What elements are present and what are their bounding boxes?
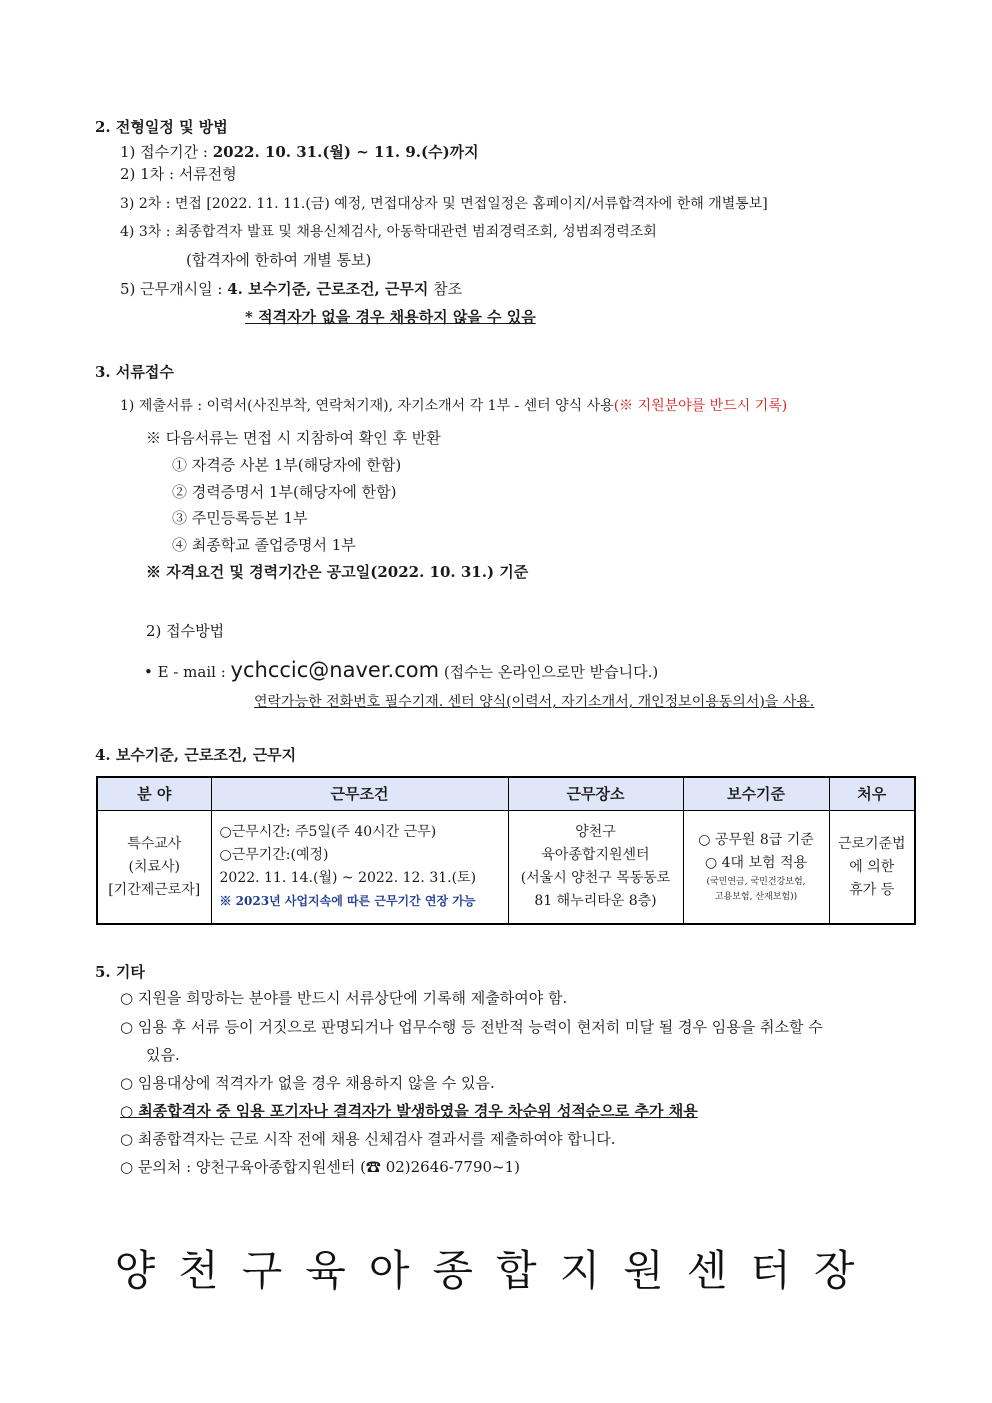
- sched-5-suffix: 참조: [428, 280, 463, 298]
- sched-1-label: 1) 접수기간 :: [120, 143, 213, 161]
- email-label: • E - mail :: [144, 663, 231, 681]
- sched-line-5: [120, 279, 462, 299]
- docs-list: 1) 제출서류 : 이력서(사진부착, 연락처기재), 자기소개서 각 1부 - 센터 양식 사용: [120, 398, 614, 414]
- email-address[interactable]: ychccic@naver.com: [230, 658, 440, 682]
- table-row: [97, 811, 915, 925]
- table-header-row: [97, 777, 915, 811]
- treat-line-1: 근로기준법: [837, 835, 906, 852]
- sched-line-4: 4) 3차 : 최종합격자 발표 및 채용신체검사, 아동학대관련 범죄경력조회, 성범죄경력조회: [120, 224, 657, 240]
- place-line-4: 81 해누리타운 8층): [534, 893, 657, 909]
- etc-line-1: ○ 지원을 희망하는 분야를 반드시 서류상단에 기록해 제출하여야 함.: [120, 989, 568, 1007]
- pay-line-2: ○ 4대 보험 적용: [704, 855, 808, 871]
- sched-1-period: 2022. 10. 31.(월) ~ 11. 9.(수)까지: [212, 143, 479, 161]
- header-field: 분 야: [97, 777, 211, 811]
- section-5-title: 5. 기타: [95, 963, 145, 981]
- cell-field: [97, 811, 211, 925]
- sched-line-1: [120, 142, 479, 162]
- cell-pay: [683, 811, 829, 925]
- cond-extension-note: ※ 2023년 사업지속에 따른 근무기간 연장 가능: [219, 894, 476, 908]
- email-line: [144, 656, 658, 686]
- pay-insurance-2: 고용보험, 산재보험)): [714, 892, 798, 902]
- treat-line-3: 휴가 등: [849, 881, 895, 898]
- field-line-1: 특수교사: [127, 835, 182, 852]
- conditions-table: [96, 776, 916, 925]
- cond-period-label: ○근무기간:(예정): [219, 847, 329, 863]
- contact-notice: 연락가능한 전화번호 필수기재. 센터 양식(이력서, 자기소개서, 개인정보이용동의서)을 사용.: [254, 694, 815, 710]
- place-line-1: 양천구: [575, 824, 616, 840]
- treat-line-2: 에 의한: [849, 858, 895, 875]
- cond-period: 2022. 11. 14.(월) ~ 2022. 12. 31.(토): [219, 870, 477, 886]
- sched-line-2: 2) 1차 : 서류전형: [120, 165, 237, 183]
- docs-item-3: ③ 주민등록등본 1부: [172, 509, 308, 527]
- field-line-3: [기간제근로자]: [108, 881, 201, 898]
- sched-5-label: 5) 근무개시일 :: [120, 280, 228, 298]
- sched-line-3: 3) 2차 : 면접 [2022. 11. 11.(금) 예정, 면접대상자 및 면접일정은 홈페이지/서류합격자에 한해 개별통보]: [120, 196, 768, 212]
- docs-item-2: ② 경력증명서 1부(해당자에 한함): [172, 483, 397, 501]
- docs-note: ※ 다음서류는 면접 시 지참하여 확인 후 반환: [146, 429, 441, 447]
- sched-5-ref: 4. 보수기준, 근로조건, 근무지: [227, 280, 429, 298]
- section-3-title: 3. 서류접수: [95, 363, 174, 381]
- docs-method-title: 2) 접수방법: [146, 622, 225, 640]
- footer-signature: 양천구육아종합지원센터장: [114, 1246, 878, 1295]
- etc-line-2: ○ 임용 후 서류 등이 거짓으로 판명되거나 업무수행 등 전반적 능력이 현저히 미달 될 경우 임용을 취소할 수: [120, 1018, 823, 1036]
- cell-treatment: [829, 811, 915, 925]
- docs-item-1: ① 자격증 사본 1부(해당자에 한함): [172, 456, 402, 474]
- etc-line-5: ○ 최종합격자는 근로 시작 전에 채용 신체검사 결과서를 제출하여야 합니다.: [120, 1130, 616, 1148]
- pay-line-1: ○ 공무원 8급 기준: [698, 832, 814, 848]
- place-line-2: 육아종합지원센터: [541, 847, 650, 863]
- docs-line-1: [120, 396, 787, 416]
- etc-line-2b: 있음.: [146, 1046, 180, 1064]
- cond-hours: ○근무시간: 주5일(주 40시간 근무): [219, 824, 437, 840]
- etc-line-4: ○ 최종합격자 중 임용 포기자나 결격자가 발생하였을 경우 차순위 성적순으로 추가 채용: [120, 1102, 698, 1120]
- header-treatment: 처우: [829, 777, 915, 811]
- etc-line-3: ○ 임용대상에 적격자가 없을 경우 채용하지 않을 수 있음.: [120, 1074, 495, 1092]
- place-line-3: (서울시 양천구 목동동로: [520, 870, 671, 886]
- email-note: (접수는 온라인으로만 받습니다.): [439, 663, 659, 681]
- etc-contact: ○ 문의처 : 양천구육아종합지원센터 (☎ 02)2646-7790~1): [120, 1158, 521, 1176]
- sched-line-4b: (합격자에 한하여 개별 통보): [186, 251, 372, 269]
- field-line-2: (치료사): [128, 858, 180, 875]
- pay-insurance-1: (국민연금, 국민건강보험,: [706, 877, 806, 887]
- docs-qualification-notice: ※ 자격요건 및 경력기간은 공고일(2022. 10. 31.) 기준: [146, 563, 529, 581]
- docs-warning: (※ 지원분야를 반드시 기록): [613, 398, 788, 414]
- cell-conditions: [211, 811, 508, 925]
- section-2-title: 2. 전형일정 및 방법: [95, 118, 228, 136]
- cell-place: [508, 811, 683, 925]
- header-place: 근무장소: [508, 777, 683, 811]
- section-4-title: 4. 보수기준, 근로조건, 근무지: [95, 746, 297, 764]
- sched-notice: * 적격자가 없을 경우 채용하지 않을 수 있음: [245, 308, 536, 326]
- header-conditions: 근무조건: [211, 777, 508, 811]
- header-pay: 보수기준: [683, 777, 829, 811]
- docs-item-4: ④ 최종학교 졸업증명서 1부: [172, 536, 356, 554]
